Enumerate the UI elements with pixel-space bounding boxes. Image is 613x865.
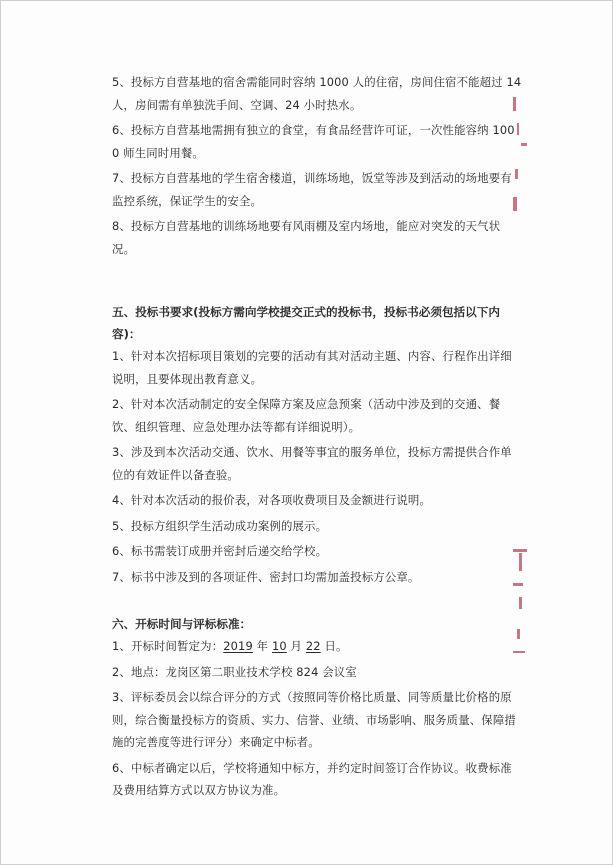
open-time-prefix: 1、开标时间暂定为：: [112, 639, 224, 653]
section-5-title-main: 五、投标书要求: [112, 305, 194, 319]
open-time-month: 10: [271, 639, 287, 653]
section-5-item-6: 6、标书需装订成册并密封后递交给学校。: [112, 544, 328, 558]
section-6-item-3: 3、评标委员会以综合评分的方式（按照同等价格比质量、同等质量比价格的原则，综合衡量投标方的资质、实力、信誉、业绩、市场影响、服务质量、保障措施的完善度等进行评分）来确定中标者。: [112, 690, 516, 749]
section-5-item-3: 3、涉及到本次活动交通、饮水、用餐等事宜的服务单位，投标方需提供合作单位的有效证件以备查验。: [112, 445, 512, 482]
section-6-location: 2、地点：龙岗区第二职业技术学校 824 会议室: [112, 664, 357, 679]
document-body: [112, 71, 522, 802]
section-6-open-time: [112, 635, 522, 658]
open-time-year: 2019: [223, 639, 253, 653]
open-time-month-unit: 月: [290, 639, 303, 653]
section-4-item-6: 6、投标方自营基地需拥有独立的食堂，有食品经营许可证，一次性能容纳 1000 师生同时用餐。: [112, 123, 515, 160]
section-5-title: [112, 301, 522, 345]
section-4-item-7: 7、投标方自营基地的学生宿舍楼道，训练场地，饭堂等涉及到活动的场地要有监控系统，保证学生的安全。: [112, 171, 512, 208]
section-5-item-4: 4、针对本次活动的报价表，对各项收费项目及金额进行说明。: [112, 493, 431, 507]
section-5-item-7: 7、标书中涉及到的各项证件、密封口均需加盖投标方公章。: [112, 569, 420, 584]
section-5-item-2: 2、针对本次活动制定的安全保障方案及应急预案（活动中涉及到的交通、餐饮、组织管理、应急处理办法等都有详细说明）。: [112, 397, 501, 434]
open-time-day-unit: 日。: [324, 639, 348, 653]
section-4-item-5: 5、投标方自营基地的宿舍需能同时容纳 1000 人的住宿，房间住宿不能超过 14 人，房间需有单独洗手间、空调、24 小时热水。: [112, 75, 522, 112]
section-6-item-6: 6、中标者确定以后，学校将通知中标方，并约定时间签订合作协议。收费标准及费用结算方式以双方协议为准。: [112, 760, 512, 797]
section-6-title: 六、开标时间与评标标准：: [112, 617, 252, 631]
section-5-item-1: 1、针对本次招标项目策划的完要的活动有其对活动主题、内容、行程作出详细说明，且要体现出教育意义。: [112, 349, 512, 386]
open-time-year-unit: 年: [256, 639, 269, 653]
section-4-item-8: 8、投标方自营基地的训练场地要有风雨棚及室内场地，能应对突发的天气状况。: [112, 219, 501, 256]
open-time-day: 22: [305, 639, 321, 653]
section-5-item-5: 5、投标方组织学生活动成功案例的展示。: [112, 518, 328, 533]
section-5-title-note: (投标方需向学校提交正式的投标书，投标书必须包括以下内容)：: [112, 305, 500, 341]
